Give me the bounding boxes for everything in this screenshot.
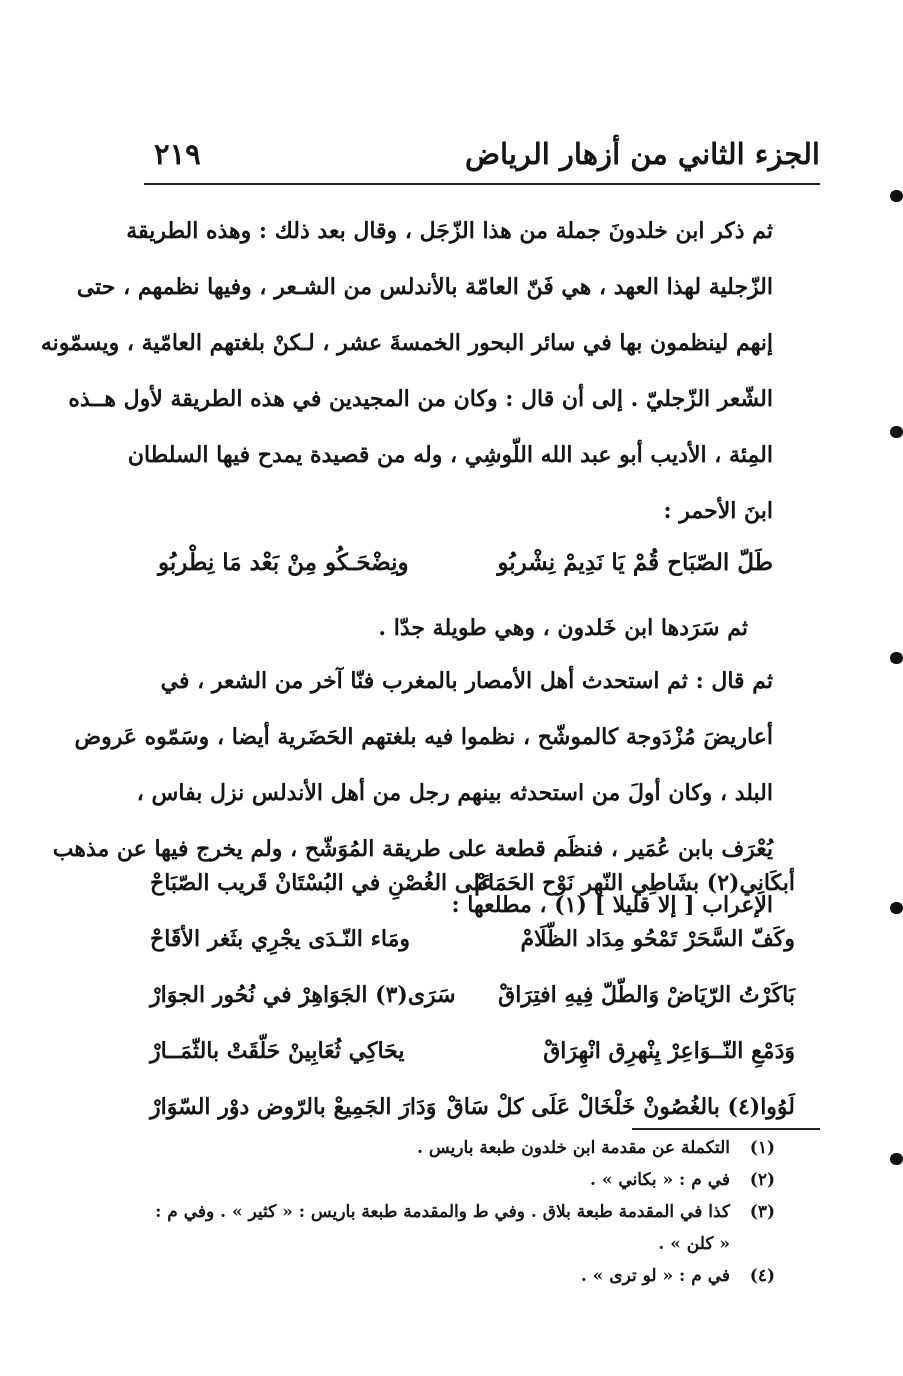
poem-row [150, 916, 795, 972]
poem-row [150, 972, 795, 1028]
footnote [150, 1132, 775, 1164]
footnote-number: (١) [749, 1138, 775, 1158]
text-line: ثم قال : ثم استحدث أهل الأمصار بالمغرب فنّا آخر من الشعر ، في [160, 668, 773, 694]
text-line: أعاريضَ مُزْدَوجة كالموشّح ، نظموا فيه بلغتهم الحَضَرية أيضا ، وسَمّوه عَروض [74, 724, 773, 750]
footnote-number: (٣) [749, 1202, 775, 1222]
footnote [150, 1196, 775, 1260]
text-line: الزّجلية لهذا العهد ، هي فَنّ العامّة بالأندلس من الشـعر ، وفيها نظمهم ، حتى [76, 274, 773, 300]
text-line: يُعْرَف بابن عُمَير ، فنظَم قطعة على طريقة المُوَشّح ، ولم يخرج فيها عن مذهب [52, 836, 773, 862]
poem-left-hemistich: يحَاكِي ثُعَابِينْ حَلّقَتْ بالثّمَــارْ [150, 1038, 405, 1064]
page-number: ٢١٩ [154, 137, 201, 171]
footnotes [150, 1132, 775, 1292]
binding-hole-mark [890, 190, 903, 202]
binding-hole-mark [890, 426, 903, 438]
poem-right-hemistich: وَدَمْعِ النّــوَاعِرْ يِنْهرِق انْهِرَاقْ [543, 1038, 795, 1064]
footnote [150, 1164, 775, 1196]
strophic-poem [150, 860, 795, 1140]
text-line: المِئة ، الأديب أبو عبد الله اللّوشِي ، وله من قصيدة يمدح فيها السلطان [127, 442, 773, 468]
poem-left-hemistich: سَرَى(٣) الجَوَاهِرْ في نُحُور الجوَارْ [150, 982, 456, 1008]
main-text [40, 203, 773, 933]
footnote-number: (٤) [749, 1266, 775, 1286]
page-header [144, 137, 820, 183]
text-line: البلد ، وكان أولَ من استحدثه بينهم رجل من أهل الأندلس نزل بفاس ، [136, 780, 773, 806]
binding-hole-mark [890, 652, 903, 664]
footnote [150, 1260, 775, 1292]
binding-hole-mark [890, 1153, 903, 1165]
poem-right-hemistich: لَوُوا(٤) بالغُصُونْ خَلْخَالْ عَلَى كلْ سَاقْ [446, 1094, 795, 1120]
footnote-text: التكملة عن مقدمة ابن خلدون طبعة باريس . [417, 1138, 730, 1158]
poem-right-hemistich: أبكَانِي(٢) بشَاطِي النّهر نَوْح الحَمَامْ [474, 870, 795, 896]
verse-hemistich-1: طَلّ الصّبَاح قُمْ يَا نَدِيمْ نِشْربُو [497, 549, 773, 576]
footnote-number: (٢) [749, 1170, 775, 1190]
poem-left-hemistich: ومَاء النّـدَى يجْرِي بثَغر الأقَاحْ [150, 926, 411, 952]
after-verse-line: ثم سَرَدها ابن خَلدون ، وهي طويلة جدّا . [378, 615, 748, 641]
text-line: إنهم لينظمون بها في سائر البحور الخمسةَ عشر ، لـكنْ بلغتهم العامّية ، ويسمّونه [40, 330, 773, 356]
poem-right-hemistich: وكَفّ السَّحَرْ تَمْحُو مِدَاد الظّلَامْ [520, 926, 795, 952]
running-title: الجزء الثاني من أزهار الرياض [464, 137, 820, 171]
footnote-text: في م : « لو ترى » . [580, 1266, 730, 1286]
text-line: ثم ذكر ابن خلدونَ جملة من هذا الزّجَل ، وقال بعد ذلك : وهذه الطريقة [126, 218, 773, 244]
poem-row [150, 860, 795, 916]
footnote-text: كذا في المقدمة طبعة بلاق . وفي ط والمقدمة طبعة باريس : « كثير » . وفي م : [155, 1202, 730, 1222]
poem-right-hemistich: بَاكَرْتُ الرّيَاضْ وَالطّلّ فِيهِ افتِرَاقْ [498, 982, 795, 1008]
text-line: ابنَ الأحمر : [663, 498, 773, 524]
verse [148, 539, 773, 603]
footnote-text: في م : « بكاني » . [590, 1170, 730, 1190]
footnote-continuation: « كلن » . [658, 1234, 730, 1254]
text-line: الإعراب [ إلا قليلا ] (١) ، مطلعها : [451, 892, 773, 918]
poem-left-hemistich: وَدَارَ الجَمِيعْ بالرّوض دوْر السّوَارْ [150, 1094, 437, 1120]
footnote-rule [632, 1128, 820, 1130]
binding-hole-mark [890, 902, 903, 914]
poem-row [150, 1028, 795, 1084]
verse-hemistich-2: ونِضْحَـكُو مِنْ بَعْد مَا نِطْربُو [158, 549, 409, 576]
poem-left-hemistich: عَلى الغُصْنِ في البُسْتَانْ قَريب الصّبَاحْ [150, 870, 494, 896]
header-rule [144, 183, 820, 185]
text-line: الشّعر الزّجليّ . إلى أن قال : وكان من المجيدين في هذه الطريقة لأول هــذه [68, 386, 773, 412]
